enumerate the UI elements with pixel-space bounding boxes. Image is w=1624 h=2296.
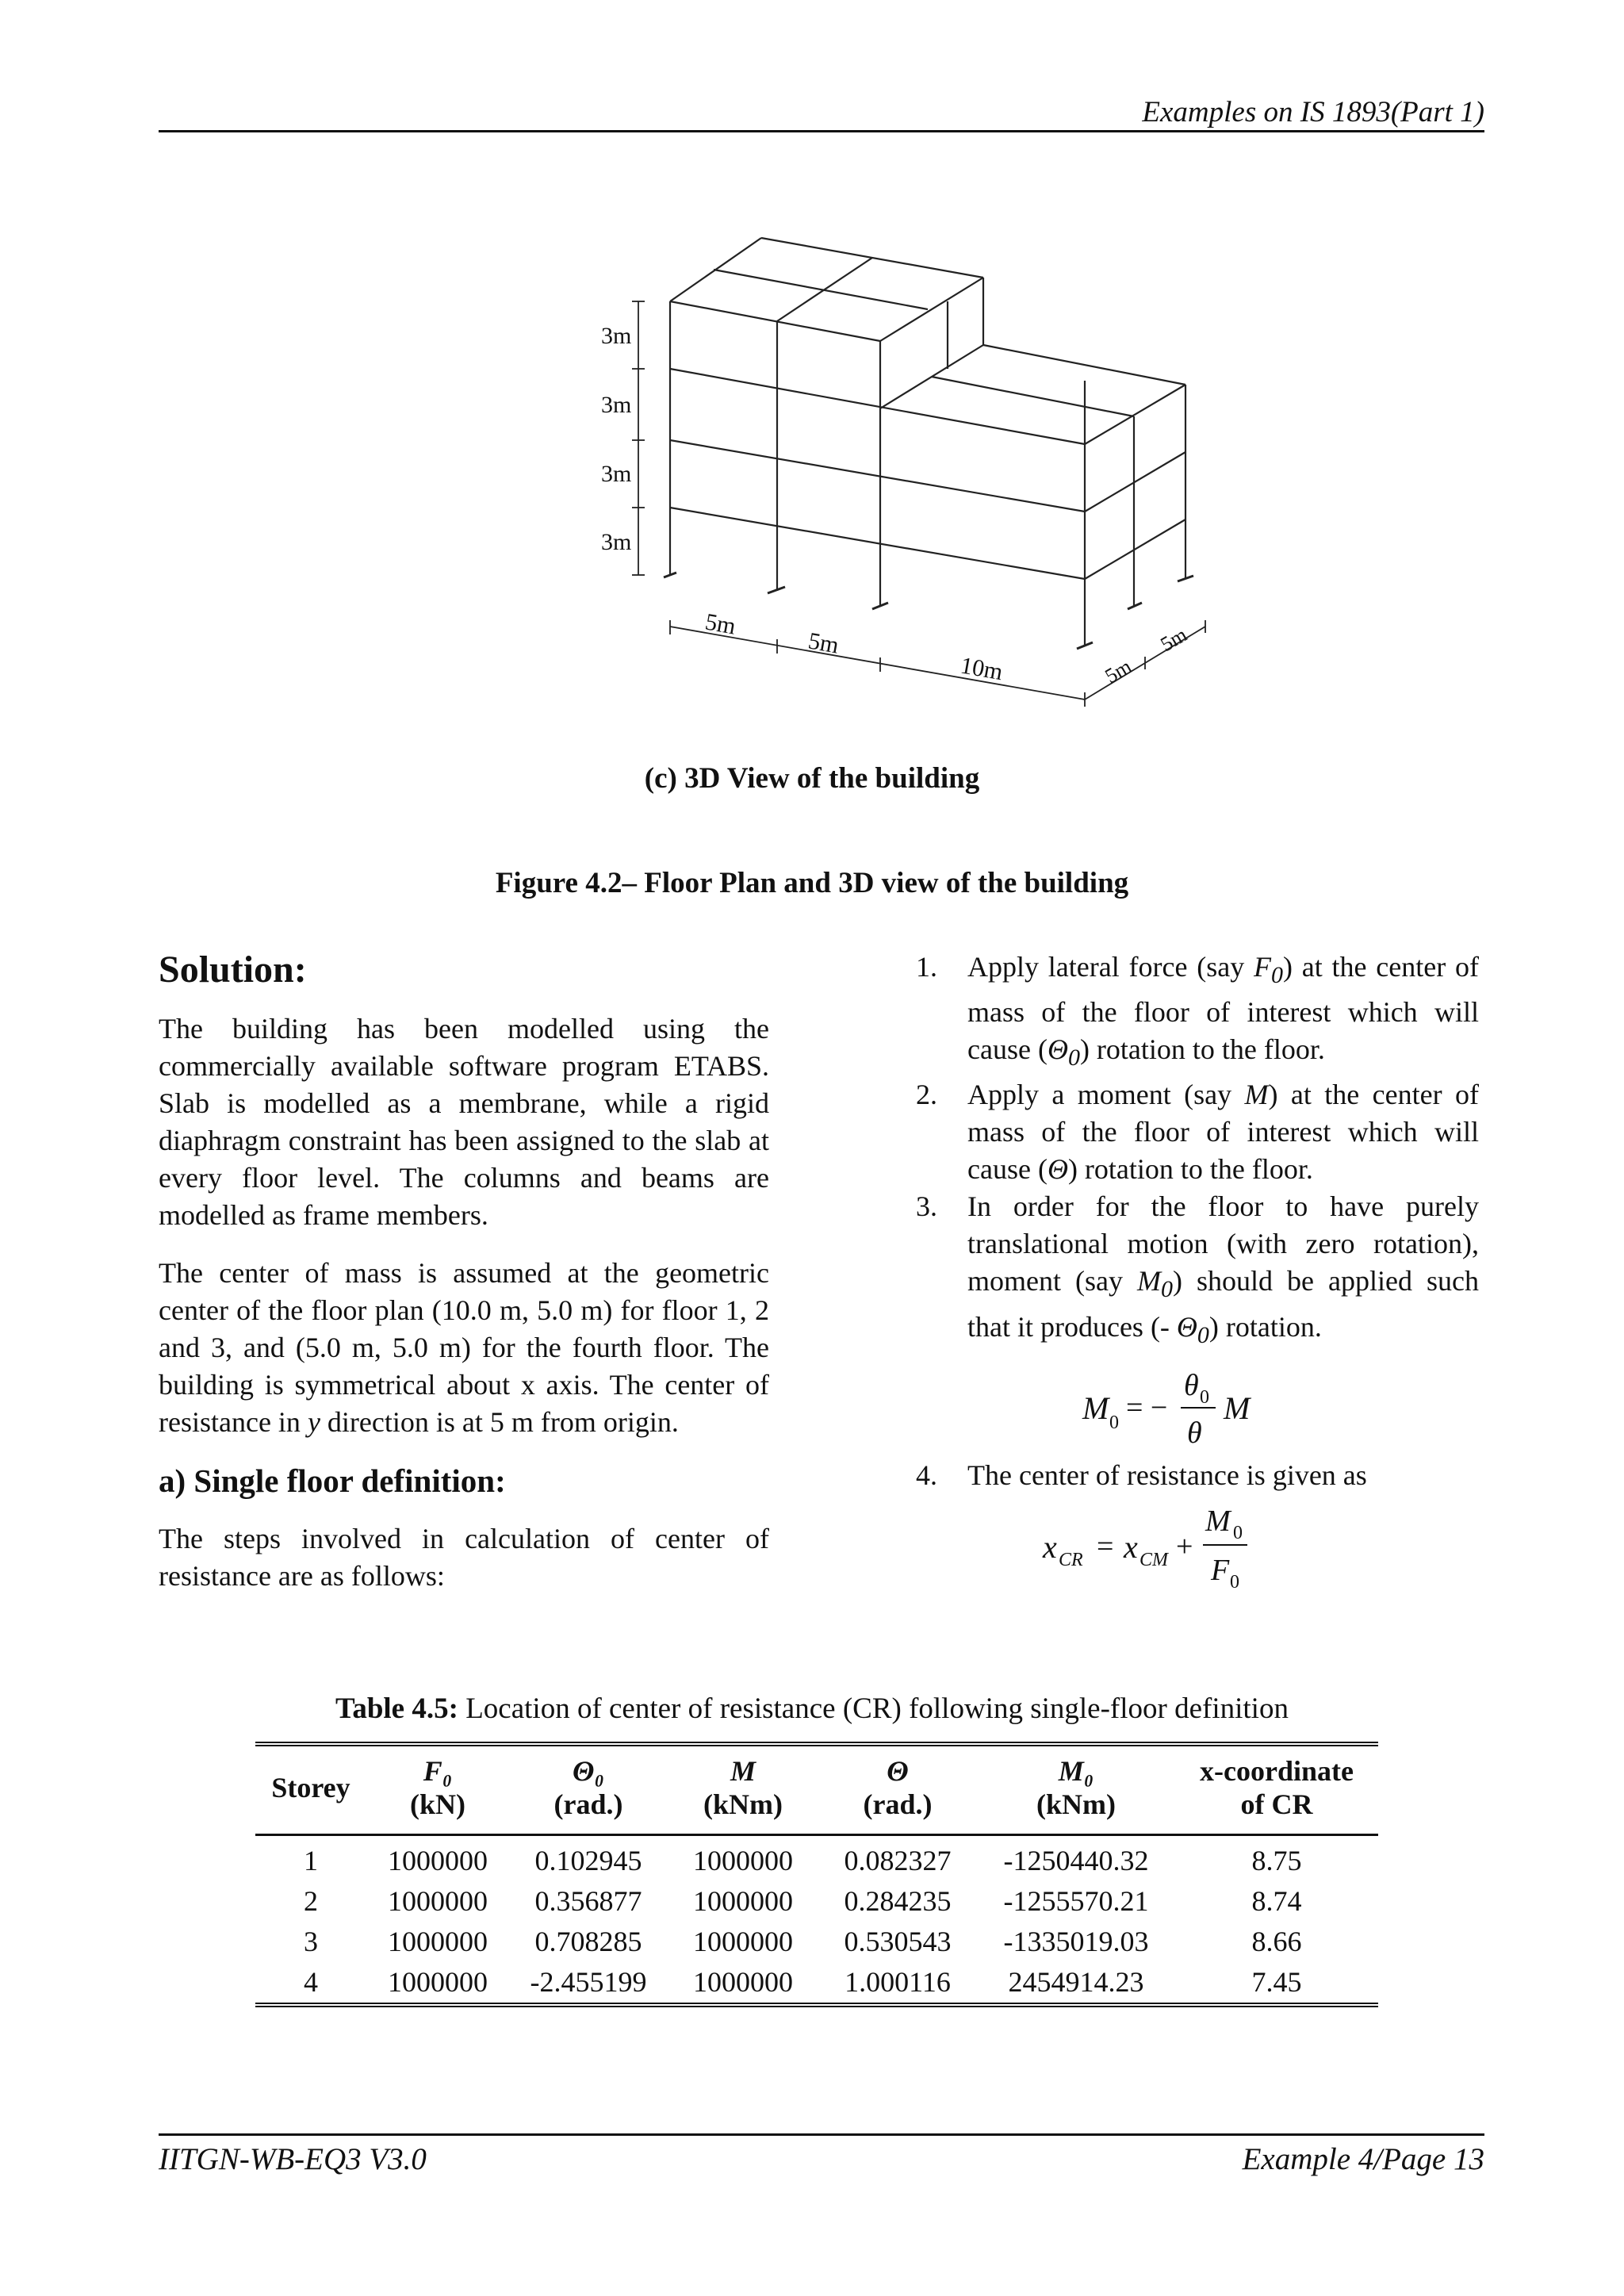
- svg-text:x: x: [1043, 1528, 1057, 1565]
- table-row: [255, 1881, 1378, 1922]
- cr-equation-graphic: [916, 1494, 1479, 1597]
- span-label: 10m: [958, 652, 1005, 686]
- column-header: x-coordinate of CR: [1200, 1755, 1354, 1820]
- footer-rule: [159, 2133, 1484, 2136]
- solution-column: [159, 948, 769, 1616]
- footer-page-number: Example 4/Page 13: [1242, 2142, 1484, 2176]
- svg-text:F: F: [1211, 1553, 1230, 1587]
- svg-text:M: M: [1205, 1504, 1231, 1538]
- table-cell: 1: [304, 1845, 318, 1876]
- table-cell: -1255570.21: [1003, 1885, 1149, 1917]
- single-floor-heading: a) Single floor definition:: [159, 1462, 506, 1499]
- footer-doc-id: IITGN-WB-EQ3 V3.0: [159, 2142, 427, 2176]
- building-3d-figure: [555, 214, 1269, 753]
- table-cell: 8.75: [1251, 1845, 1302, 1876]
- table-cell: 1000000: [693, 1966, 793, 1998]
- table-cell: -1250440.32: [1003, 1845, 1149, 1876]
- svg-text:0: 0: [1230, 1571, 1239, 1593]
- svg-text:0: 0: [1233, 1522, 1243, 1543]
- step-item: 4. The center of resistance is given as: [916, 1458, 1367, 1491]
- span-label: 5m: [806, 627, 841, 659]
- storey-height-label: 3m: [601, 461, 632, 487]
- table-caption: Table 4.5: Location of center of resistance (CR) following single-floor definition: [335, 1692, 1289, 1725]
- span-label: 5m: [703, 608, 738, 640]
- variable-y: y: [307, 1406, 320, 1438]
- table-cell: 3: [304, 1926, 318, 1957]
- moment-equation: [916, 1354, 1479, 1457]
- svg-text:= −: = −: [1126, 1390, 1168, 1424]
- span-label: 5m: [1101, 654, 1136, 688]
- solution-paragraph: The building has been modelled using the commercially available software program ETABS. Slab is modelled as a membrane, while a rigid diaphragm constraint has been assigned to the slab at every floor level. The columns and beams are modelled as frame members.: [159, 1013, 769, 1231]
- cr-equation: [916, 1494, 1479, 1597]
- storey-height-label: 3m: [601, 392, 632, 418]
- table-cell: 7.45: [1251, 1966, 1302, 1998]
- table-cell: 0.102945: [534, 1845, 642, 1876]
- step-item: 1. Apply lateral force (say $F_0$) at the center of mass of the floor of interest which will cause $(\Theta_0)$ rotation to the floor.: [916, 951, 1479, 1071]
- table-cell: 1000000: [388, 1845, 488, 1876]
- svg-text:x: x: [1124, 1528, 1138, 1565]
- table-cell: 1000000: [693, 1885, 793, 1917]
- column-header: M (kNm): [703, 1755, 783, 1820]
- svg-text:+: +: [1176, 1529, 1193, 1563]
- table-header-row: [255, 1744, 1378, 1835]
- svg-text:0: 0: [1109, 1412, 1119, 1433]
- solution-heading: Solution:: [159, 949, 307, 991]
- table-cell: 4: [304, 1966, 318, 1998]
- table-cell: 2454914.23: [1008, 1966, 1144, 1998]
- table-cell: 1.000116: [845, 1966, 951, 1998]
- column-header: Θ (rad.): [863, 1755, 933, 1820]
- svg-text:M: M: [1224, 1389, 1251, 1426]
- table-row: [255, 1835, 1378, 1882]
- solution-paragraph: The center of mass is assumed at the geometric center of the floor plan (10.0 m, 5.0 m) for floor 1, 2 and 3, and (5.0 m, 5.0 m) for the fourth floor. The building is symmetrical about x axis. The center of resistance in y direction is at 5 m from origin.: [159, 1257, 769, 1438]
- solution-paragraph: The steps involved in calculation of center of resistance are as follows:: [159, 1523, 769, 1592]
- svg-text:CM: CM: [1139, 1549, 1168, 1570]
- cr-table: [255, 1742, 1378, 2007]
- svg-text:θ: θ: [1184, 1368, 1199, 1402]
- table-cell: 8.74: [1251, 1885, 1302, 1917]
- column-header: M₀ (kNm): [1036, 1755, 1116, 1820]
- column-header: F₀ (kN): [410, 1755, 465, 1820]
- step-item: 2. Apply a moment (say M) at the center of mass of the floor of interest which will cause (Θ) rotation to the floor.: [916, 1079, 1479, 1186]
- figure-subcaption: (c) 3D View of the building: [644, 762, 980, 795]
- svg-text:M: M: [1082, 1389, 1109, 1426]
- column-header: Θ₀ (rad.): [553, 1755, 623, 1820]
- moment-equation-graphic: [916, 1354, 1479, 1457]
- svg-text:θ: θ: [1187, 1416, 1202, 1450]
- svg-text:=: =: [1097, 1529, 1114, 1563]
- table-cell: 1000000: [693, 1926, 793, 1957]
- span-label: 5m: [1156, 623, 1191, 657]
- storey-height-label: 3m: [601, 323, 632, 349]
- table-row: [255, 1922, 1378, 1962]
- table-row: [255, 1962, 1378, 2005]
- running-header: Examples on IS 1893(Part 1): [1142, 96, 1484, 128]
- table-cell: -1335019.03: [1003, 1926, 1149, 1957]
- table-cell: 0.284235: [844, 1885, 952, 1917]
- step-item: 3. In order for the floor to have purely translational motion (with zero rotation), moment (say $M_0$) should be applied such that it produces (- $\Theta_0$) rotation.: [916, 1190, 1479, 1348]
- table-cell: 8.66: [1251, 1926, 1302, 1957]
- storey-height-label: 3m: [601, 529, 632, 555]
- figure-caption: Figure 4.2– Floor Plan and 3D view of the building: [495, 867, 1129, 899]
- table-cell: 1000000: [388, 1966, 488, 1998]
- table-cell: -2.455199: [530, 1966, 647, 1998]
- svg-text:0: 0: [1200, 1386, 1209, 1408]
- table-cell: 0.356877: [534, 1885, 642, 1917]
- table-cell: 0.530543: [844, 1926, 952, 1957]
- table-cell: 2: [304, 1885, 318, 1917]
- column-header: Storey: [271, 1772, 350, 1803]
- table-cell: 1000000: [388, 1926, 488, 1957]
- header-rule: [159, 130, 1484, 132]
- table-cell: 1000000: [388, 1885, 488, 1917]
- table-cell: 0.708285: [534, 1926, 642, 1957]
- steps-list: [916, 949, 1479, 1597]
- table-cell: 1000000: [693, 1845, 793, 1876]
- table-cell: 0.082327: [844, 1845, 952, 1876]
- svg-text:CR: CR: [1059, 1549, 1083, 1570]
